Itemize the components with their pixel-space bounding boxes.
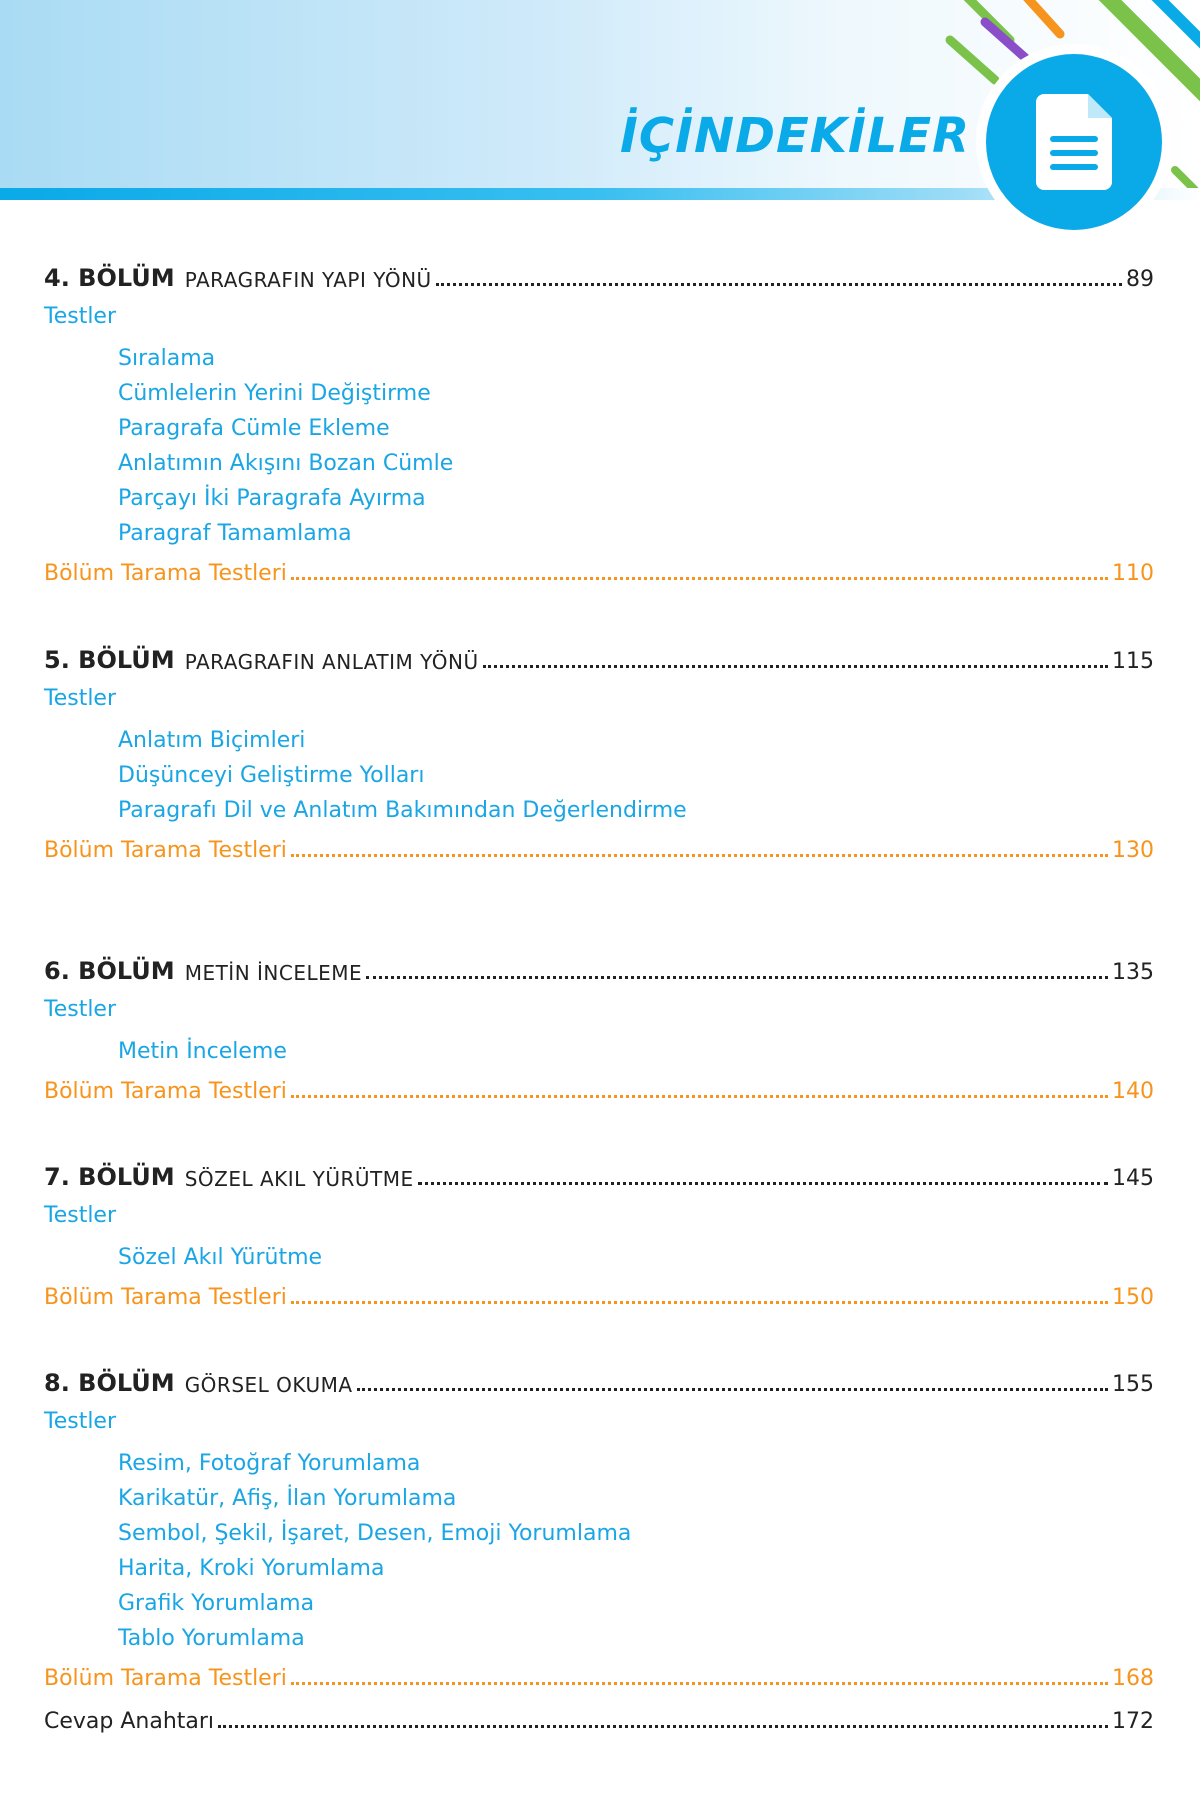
topic-item[interactable]: Harita, Kroki Yorumlama — [118, 1556, 385, 1581]
chapter-number: 6. BÖLÜM — [44, 957, 175, 985]
dot-leader — [218, 1724, 1108, 1728]
chapter-name: METİN İNCELEME — [184, 961, 363, 985]
chapter-8-row[interactable] — [44, 1363, 1154, 1397]
topic-item[interactable]: Metin İnceleme — [118, 1039, 287, 1064]
chapter-page: 135 — [1112, 960, 1154, 985]
topic-item[interactable]: Parçayı İki Paragrafa Ayırma — [118, 486, 426, 511]
chapter-5-row[interactable] — [44, 640, 1154, 674]
chapter-name: SÖZEL AKIL YÜRÜTME — [184, 1167, 414, 1191]
chapter-page: 155 — [1112, 1372, 1154, 1397]
chapter-number: 4. BÖLÜM — [44, 264, 175, 292]
answer-key-page: 172 — [1112, 1709, 1154, 1734]
review-tests-page: 150 — [1112, 1285, 1154, 1310]
review-tests-label: Bölüm Tarama Testleri — [44, 1666, 287, 1691]
topic-item[interactable]: Sözel Akıl Yürütme — [118, 1245, 323, 1270]
review-tests-label: Bölüm Tarama Testleri — [44, 838, 287, 863]
dot-leader — [291, 1681, 1108, 1685]
topic-item[interactable]: Sıralama — [118, 346, 216, 371]
review-tests-row[interactable] — [44, 1657, 1154, 1691]
chapter-name: GÖRSEL OKUMA — [184, 1373, 353, 1397]
review-tests-row[interactable] — [44, 829, 1154, 863]
topic-item[interactable]: Paragraf Tamamlama — [118, 521, 352, 546]
chapter-name: PARAGRAFIN ANLATIM YÖNÜ — [184, 650, 479, 674]
topic-item[interactable]: Karikatür, Afiş, İlan Yorumlama — [118, 1486, 457, 1511]
topic-item[interactable]: Cümlelerin Yerini Değiştirme — [118, 381, 431, 406]
topic-item[interactable]: Grafik Yorumlama — [118, 1591, 315, 1616]
dot-leader — [357, 1387, 1108, 1391]
review-tests-page: 130 — [1112, 838, 1154, 863]
review-tests-label: Bölüm Tarama Testleri — [44, 1079, 287, 1104]
tests-label: Testler — [44, 304, 117, 329]
review-tests-page: 110 — [1112, 561, 1154, 586]
review-tests-page: 140 — [1112, 1079, 1154, 1104]
dot-leader — [291, 576, 1108, 580]
dot-leader — [291, 1094, 1108, 1098]
topic-item[interactable]: Sembol, Şekil, İşaret, Desen, Emoji Yorumlama — [118, 1521, 632, 1546]
chapter-number: 8. BÖLÜM — [44, 1369, 175, 1397]
topic-item[interactable]: Anlatımın Akışını Bozan Cümle — [118, 451, 454, 476]
topic-item[interactable]: Paragrafı Dil ve Anlatım Bakımından Değerlendirme — [118, 798, 687, 823]
answer-key-label: Cevap Anahtarı — [44, 1709, 215, 1734]
review-tests-row[interactable] — [44, 1276, 1154, 1310]
review-tests-label: Bölüm Tarama Testleri — [44, 561, 287, 586]
dot-leader — [291, 1300, 1108, 1304]
tests-label: Testler — [44, 997, 117, 1022]
review-tests-row[interactable] — [44, 552, 1154, 586]
chapter-page: 89 — [1126, 267, 1154, 292]
topic-item[interactable]: Paragrafa Cümle Ekleme — [118, 416, 390, 441]
review-tests-page: 168 — [1112, 1666, 1154, 1691]
tests-label: Testler — [44, 1203, 117, 1228]
topic-item[interactable]: Anlatım Biçimleri — [118, 728, 306, 753]
page-title: İÇİNDEKİLER — [620, 108, 971, 164]
dot-leader — [366, 975, 1108, 979]
chapter-7-row[interactable] — [44, 1157, 1154, 1191]
tests-label: Testler — [44, 686, 117, 711]
chapter-6-row[interactable] — [44, 951, 1154, 985]
chapter-name: PARAGRAFIN YAPI YÖNÜ — [184, 268, 432, 292]
chapter-number: 7. BÖLÜM — [44, 1163, 175, 1191]
chapter-number: 5. BÖLÜM — [44, 646, 175, 674]
dot-leader — [483, 664, 1108, 668]
topic-item[interactable]: Tablo Yorumlama — [118, 1626, 305, 1651]
dot-leader — [418, 1181, 1108, 1185]
chapter-page: 145 — [1112, 1166, 1154, 1191]
chapter-4-row[interactable] — [44, 258, 1154, 292]
review-tests-label: Bölüm Tarama Testleri — [44, 1285, 287, 1310]
tests-label: Testler — [44, 1409, 117, 1434]
dot-leader — [436, 282, 1122, 286]
chapter-page: 115 — [1112, 649, 1154, 674]
answer-key-row[interactable] — [44, 1700, 1154, 1734]
review-tests-row[interactable] — [44, 1070, 1154, 1104]
dot-leader — [291, 853, 1108, 857]
topic-item[interactable]: Resim, Fotoğraf Yorumlama — [118, 1451, 421, 1476]
topic-item[interactable]: Düşünceyi Geliştirme Yolları — [118, 763, 425, 788]
